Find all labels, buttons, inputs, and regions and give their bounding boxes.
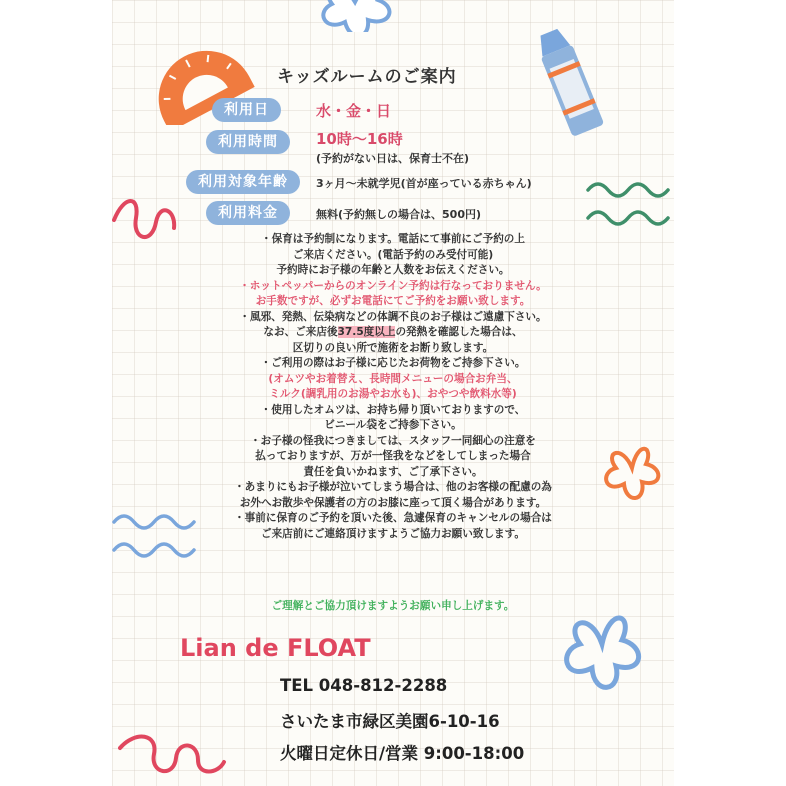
note-line: ・お子様の怪我につきましては、スタッフ一同細心の注意を [250, 434, 536, 447]
note-line: ・風邪、発熱、伝染病などの体調不良のお子様はご遠慮下さい。 [239, 310, 547, 323]
note-line [150, 325, 636, 341]
squiggle-icon [118, 728, 228, 786]
shop-hours: 火曜日定休日/営業 9:00-18:00 [280, 744, 525, 763]
closing-message: ご理解とご協力頂けますようお願い申し上げます。 [271, 600, 515, 612]
note-line: お手数ですが、必ずお電話にてご予約をお願い致します。 [255, 295, 531, 307]
page-title: キッズルームのご案内 [277, 67, 457, 87]
wave-icon [586, 176, 676, 236]
note-line: お外へお散歩や保護者の方のお膝に座って頂く場合があります。 [239, 496, 547, 509]
value-hours-note: (予約がない日は、保育士不在) [316, 152, 470, 165]
note-line: ・使用したオムツは、お持ち帰り頂いておりますので、 [260, 403, 526, 416]
note-line: ・保育は予約制になります。電話にて事前にご予約の上 [261, 233, 525, 245]
flower-icon [310, 0, 400, 32]
value-fee: 無料(予約無しの場合は、500円) [316, 208, 482, 221]
label-fee: 利用料金 [206, 201, 290, 225]
note-line: (オムツやお着替え、長時間メニューの場合お弁当、 [268, 372, 518, 385]
note-line: ビニール袋をご持参下さい。 [324, 419, 462, 431]
note-line: ・ご利用の際はお子様に応じたお荷物をご持参下さい。 [260, 357, 526, 369]
shop-phone: TEL 048-812-2288 [280, 676, 448, 695]
note-line: ミルク(調乳用のお湯やお水も)、おやつや飲料水等) [269, 388, 517, 400]
notes-block [150, 232, 636, 542]
note-line: 区切りの良い所で施術をお断り致します。 [292, 341, 494, 354]
note-line: 責任を負いかねます、ご了承下さい。 [303, 465, 483, 478]
fever-threshold: 37.5度以上 [337, 326, 396, 338]
value-age: 3ヶ月〜未就学児(首が座っている赤ちゃん) [316, 177, 532, 190]
note-line: 払っておりますが、万が一怪我をなどをしてしまった場合 [255, 450, 531, 462]
flower-icon [556, 604, 648, 696]
note-line: 予約時にお子様の年齢と人数をお伝えください。 [276, 264, 510, 276]
label-age: 利用対象年齢 [186, 170, 300, 194]
shop-name: Lian de FLOAT [180, 634, 371, 662]
note-text: の発熱を確認した場合は、 [395, 326, 523, 338]
shop-address: さいたま市緑区美園6-10-16 [280, 712, 500, 731]
note-line: ・ホットペッパーからのオンライン予約は行なっておりません。 [239, 279, 547, 292]
note-line: ご来店前にご連絡頂けますようご協力お願い致します。 [261, 527, 525, 540]
label-days: 利用日 [212, 98, 281, 122]
label-hours: 利用時間 [206, 130, 290, 154]
note-text: なお、ご来店後 [263, 326, 338, 338]
value-days: 水・金・日 [316, 102, 392, 120]
note-line: ご来店ください。(電話予約のみ受付可能) [292, 248, 494, 261]
note-line: ・事前に保育のご予約を頂いた後、急遽保育のキャンセルの場合は [234, 512, 552, 524]
note-line: ・あまりにもお子様が泣いてしまう場合は、他のお客様の配慮の為 [234, 481, 552, 493]
crayon-icon [520, 22, 620, 142]
value-hours: 10時〜16時 [316, 130, 403, 148]
